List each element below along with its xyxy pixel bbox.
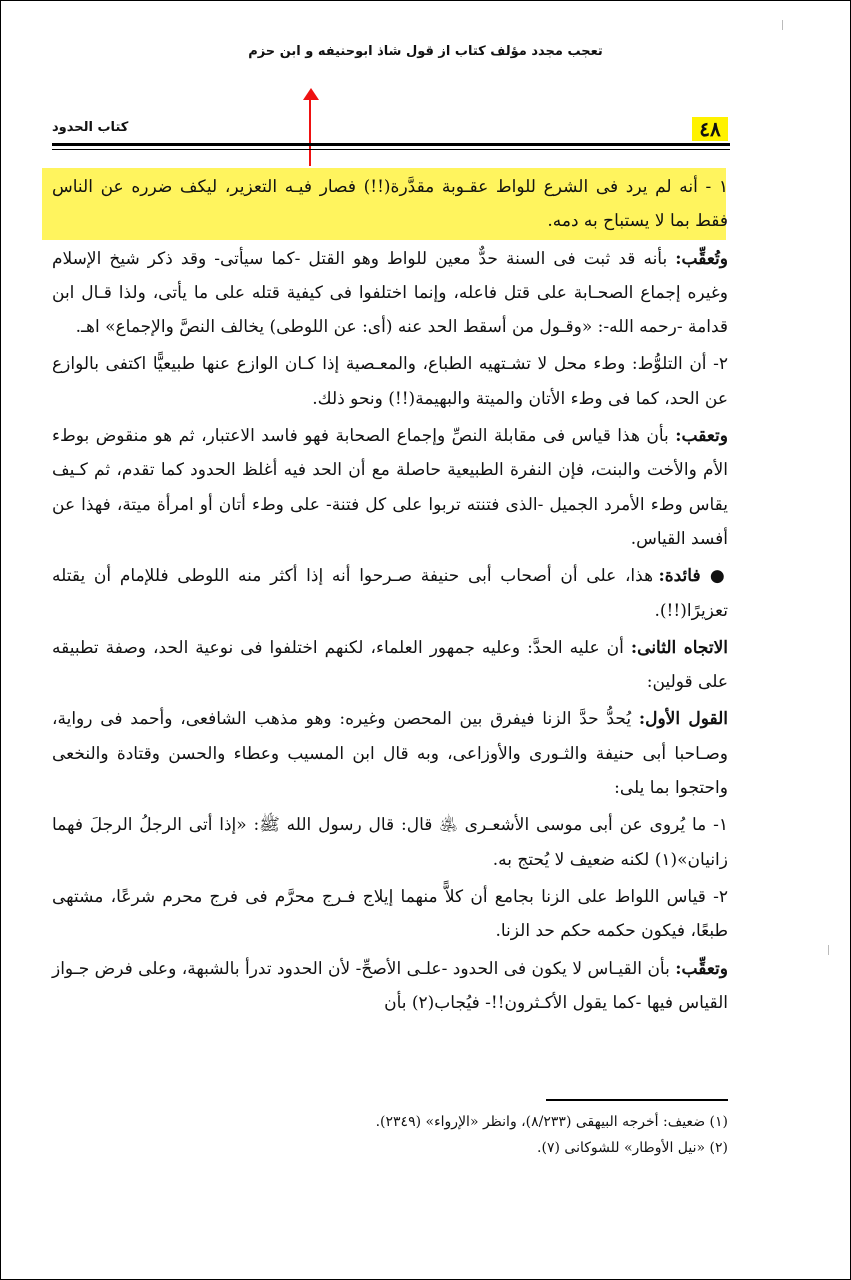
paragraph-8 [52,808,728,877]
paragraph-4 [52,419,728,556]
paragraph-5 [52,559,728,628]
arrow-up-icon [303,88,319,100]
running-title: كتاب الحدود [52,120,129,135]
paragraph-text: ١- ما يُروى عن أبى موسى الأشعـرى ﵁ قال: قال رسول الله ﷺ: «إذا أتى الرجلُ الرجلَ فهما زانيان»(١) لكنه ضعيف لا يُحتج به. [52,815,728,870]
paragraph-text: هذا، على أن أصحاب أبى حنيفة صـرحوا أنه إذا أكثر منه اللوطى فللإمام أن يقتله تعزيرًا(!!). [52,566,728,621]
paragraph-text: بأنه قد ثبت فى السنة حدٌّ معين للواط وهو القتل -كما سيأتى- وقد ذكر شيخ الإسلام وغيره إجماع الصحـابة على قتل فاعله، وإنما اختلفوا فى كيفية قتله على ما يأتى، ولذا قـال ابن قدامة -رحمه الله-: «وقـول من أسقط الحد عنه (أى: عن اللوطى) يخالف النصَّ والإجماع» اهـ. [52,248,728,338]
header-rule [52,143,730,146]
paragraph-6 [52,631,728,700]
paragraph-10 [52,952,728,1021]
paragraph-9 [52,880,728,949]
paragraph-3 [52,347,728,416]
annotation-note: تعجب مجدد مؤلف کتاب از قول شاذ ابوحنیفه و ابن حزم [248,44,603,59]
page-number: ٤٨ [692,117,728,141]
scan-mark [782,20,783,30]
paragraph-text: أن عليه الحدَّ: وعليه جمهور العلماء، لكنهم اختلفوا فى نوعية الحد، وصفة تطبيقه على قولين: [52,637,728,693]
paragraph-text: بأن هذا قياس فى مقابلة النصِّ وإجماع الصحابة فهو فاسد الاعتبار، ثم هو منقوض بوطء الأم والأخت والبنت، فإن النفرة الطبيعية حاصلة مع أن الحد فيه أغلظ الحدود كما تقدم، ثم كـيف يقاس وطء الأمرد الجميل -الذى فتنته تربوا على كل فتنة- على وطء أتان أو امرأة ميتة، فهذا عن أفسد القياس. [52,426,728,549]
paragraph-7 [52,702,728,805]
paragraph-text: ٢- قياس اللواط على الزنا بجامع أن كلاًّ منهما إيلاج فـرج محرَّم فى فرج محرم شرعًا، مشتهى طبعًا، فيكون حكمه حكم حد الزنا. [52,886,728,942]
paragraph-lead: ● فائدة: [658,566,728,587]
footnote-1: (١) ضعيف: أخرجه البيهقى (٨/٢٣٣)، وانظر «الإرواء» (٢٣٤٩). [375,1114,728,1130]
main-text [52,170,728,1020]
scan-mark [828,945,829,955]
paragraph-text: بأن القيـاس لا يكون فى الحدود -علـى الأصحِّ- لأن الحدود تدرأ بالشبهة، وعلى فرض جـواز القياس فيها -كما يقول الأكـثرون!!- فيُجاب(٢) بأن [52,958,728,1013]
arrow-shaft [309,99,311,166]
footnote-rule [546,1099,728,1101]
paragraph-text: ٢- أن التلوُّط: وطء محل لا تشـتهيه الطباع، والمعـصية إذا كـان الوازع عنها طبيعيًّا اكتفى بالوازع عن الحد، كما فى وطء الأتان والميتة والبهيمة(!!) ونحو ذلك. [52,354,728,409]
paragraph-1 [52,170,728,239]
paragraph-2 [52,242,728,345]
annotation-arrow [309,88,313,166]
paragraph-lead: القول الأول: [638,709,729,730]
footnotes [52,1109,728,1161]
paragraph-text: يُحدُّ حدَّ الزنا فيفرق بين المحصن وغيره: وهو مذهب الشافعى، وأحمد فى رواية، وصـاحبا أبى حنيفة والثـورى والأوزاعى، وبه قال ابن المسيب وعطاء والحسن وقتادة والنخعى واحتجوا بما يلى: [52,709,728,799]
paragraph-lead: الاتجاه الثانى: [630,637,728,658]
header-rule-thin [52,149,730,150]
footnote-2: (٢) «نيل الأوطار» للشوكانى (٧). [537,1140,728,1156]
paragraph-lead: وتعقِّب: [675,958,728,979]
paragraph-lead: وتعقب: [675,426,728,447]
paragraph-lead: وتُعقِّب: [675,248,728,269]
paragraph-text: ١ - أنه لم يرد فى الشرع للواط عقـوبة مقدَّرة(!!) فصار فيـه التعزير، ليكف ضرره عن الناس فقط بما لا يستباح به دمه. [52,177,728,232]
